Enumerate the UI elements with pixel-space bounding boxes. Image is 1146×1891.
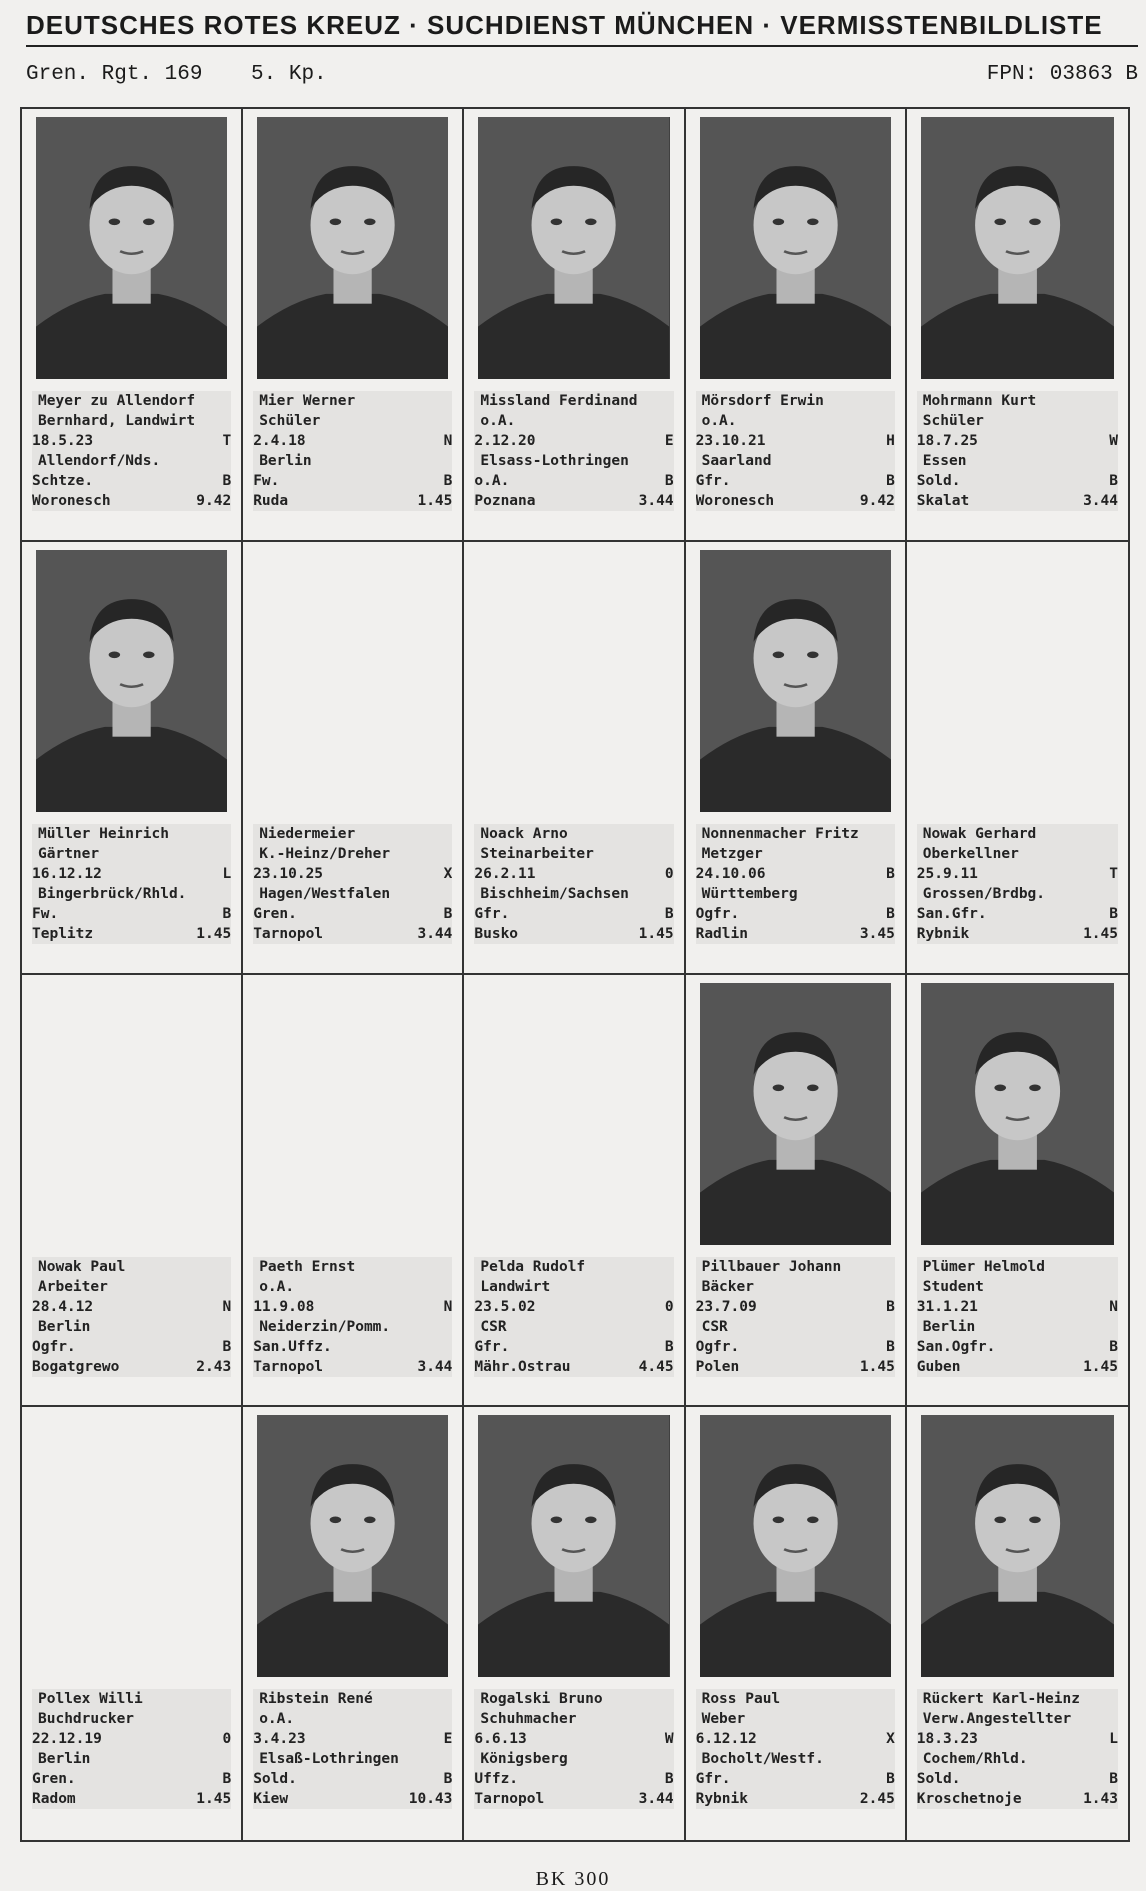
last-place: Kroschetnoje xyxy=(916,1791,1022,1808)
last-date: 1.45 xyxy=(638,925,674,942)
birth-date: 25.9.11 xyxy=(916,865,978,882)
photo-frame xyxy=(700,117,891,379)
rank-code: B xyxy=(886,905,895,922)
last-place: Busko xyxy=(474,925,519,942)
photo-frame xyxy=(700,983,891,1245)
person-info xyxy=(253,391,452,511)
rank-code: B xyxy=(664,1771,674,1788)
last-date: 2.45 xyxy=(859,1791,895,1808)
person-name: Ross Paul xyxy=(701,1691,781,1708)
last-date: 1.43 xyxy=(1083,1791,1118,1808)
person-name: Mier Werner xyxy=(259,393,356,409)
birth-code: T xyxy=(1109,865,1118,882)
rank-code: B xyxy=(1109,1338,1118,1355)
person-name: Nowak Paul xyxy=(38,1258,126,1275)
birth-date: 31.1.21 xyxy=(916,1298,978,1315)
rank-code: B xyxy=(443,473,453,489)
portrait-photo xyxy=(36,117,227,379)
origin: Allendorf/Nds. xyxy=(38,453,161,469)
origin: Bocholt/Westf. xyxy=(701,1751,824,1768)
person-card xyxy=(686,1407,907,1840)
photo-frame xyxy=(700,550,891,812)
person-card xyxy=(907,109,1128,542)
person-name: Noack Arno xyxy=(480,825,568,842)
person-name: Missland Ferdinand xyxy=(480,393,638,409)
person-occupation: Steinarbeiter xyxy=(480,845,594,862)
person-card xyxy=(22,542,243,975)
person-occupation: Landwirt xyxy=(480,1278,551,1295)
person-name: Pollex Willi xyxy=(38,1691,143,1708)
person-info xyxy=(696,1257,895,1377)
page-number: BK 300 xyxy=(535,1868,611,1890)
person-name: Rückert Karl-Heinz xyxy=(922,1691,1080,1708)
last-place: Ruda xyxy=(253,493,289,509)
last-place: Woronesch xyxy=(32,493,111,509)
person-card xyxy=(907,975,1128,1408)
person-info xyxy=(32,391,231,511)
person-info xyxy=(917,1689,1118,1809)
rank-code: B xyxy=(443,905,453,922)
person-occupation: Gärtner xyxy=(38,845,100,862)
birth-code: N xyxy=(443,433,453,449)
last-place: Mähr.Ostrau xyxy=(474,1358,571,1375)
last-place: Poznana xyxy=(474,493,536,509)
person-occupation: Buchdrucker xyxy=(38,1711,135,1728)
last-place: Tarnopol xyxy=(253,925,324,942)
person-info xyxy=(474,1689,673,1809)
birth-date: 2.12.20 xyxy=(474,433,536,449)
last-place: Radom xyxy=(32,1791,76,1808)
birth-code: L xyxy=(1109,1731,1118,1748)
rank: Gren. xyxy=(253,905,297,922)
company-label: 5. Kp. xyxy=(251,63,327,86)
portrait-photo xyxy=(700,1415,891,1677)
person-name: Pelda Rudolf xyxy=(480,1258,586,1275)
person-card xyxy=(243,975,464,1408)
last-date: 3.44 xyxy=(638,493,674,509)
person-card xyxy=(243,109,464,542)
person-card xyxy=(243,542,464,975)
birth-date: 6.6.13 xyxy=(474,1731,527,1748)
rank: Fw. xyxy=(32,905,59,922)
portrait-photo xyxy=(921,983,1114,1245)
person-name: Paeth Ernst xyxy=(259,1258,356,1275)
birth-date: 18.5.23 xyxy=(32,433,94,449)
origin: Bischheim/Sachsen xyxy=(480,885,629,902)
person-card xyxy=(22,109,243,542)
origin: CSR xyxy=(480,1318,507,1335)
birth-code: H xyxy=(886,433,895,449)
last-place: Kiew xyxy=(253,1791,289,1808)
last-place: Guben xyxy=(916,1358,961,1375)
person-occupation: Bäcker xyxy=(701,1278,754,1295)
photo-frame xyxy=(700,1415,891,1677)
birth-code: 0 xyxy=(222,1731,232,1748)
birth-code: B xyxy=(886,865,895,882)
origin: Saarland xyxy=(701,453,772,469)
birth-date: 22.12.19 xyxy=(32,1731,102,1748)
person-info xyxy=(474,391,673,511)
birth-date: 16.12.12 xyxy=(32,865,102,882)
rank-code: B xyxy=(886,1338,895,1355)
last-place: Bogatgrewo xyxy=(32,1358,120,1375)
rank-code: B xyxy=(222,905,232,922)
portrait-photo xyxy=(700,983,891,1245)
rank: San.Uffz. xyxy=(253,1338,332,1355)
photo-frame xyxy=(36,117,227,379)
person-info xyxy=(474,824,673,944)
portrait-photo xyxy=(700,117,891,379)
rank: Gfr. xyxy=(695,1771,731,1788)
person-info xyxy=(696,391,895,511)
person-name: Mohrmann Kurt xyxy=(922,393,1037,409)
last-date: 1.45 xyxy=(1083,925,1118,942)
birth-code: L xyxy=(222,865,232,882)
origin: Berlin xyxy=(259,453,312,469)
birth-code: 0 xyxy=(664,865,674,882)
last-place: Skalat xyxy=(916,493,970,509)
rank-code: B xyxy=(664,473,674,489)
birth-code: X xyxy=(886,1731,895,1748)
person-occupation: Schuhmacher xyxy=(480,1711,577,1728)
rank-code: B xyxy=(1109,473,1118,489)
last-date: 3.44 xyxy=(638,1791,674,1808)
person-name: Meyer zu Allendorf xyxy=(38,393,196,409)
birth-date: 18.7.25 xyxy=(916,433,978,449)
rank: Gren. xyxy=(32,1771,76,1788)
unit-line xyxy=(26,63,1138,86)
last-date: 4.45 xyxy=(638,1358,674,1375)
origin: Elsass-Lothringen xyxy=(480,453,629,469)
person-occupation: Metzger xyxy=(701,845,763,862)
birth-date: 18.3.23 xyxy=(916,1731,978,1748)
birth-date: 24.10.06 xyxy=(695,865,766,882)
person-info xyxy=(696,1689,895,1809)
rank: Sold. xyxy=(916,473,961,489)
last-date: 1.45 xyxy=(417,493,453,509)
rank: Schtze. xyxy=(32,473,94,489)
rank-code: B xyxy=(664,905,674,922)
last-date: 9.42 xyxy=(196,493,232,509)
photo-frame xyxy=(921,983,1114,1245)
person-info xyxy=(474,1257,673,1377)
rank-code: B xyxy=(222,1338,232,1355)
last-place: Rybnik xyxy=(916,925,970,942)
rank: o.A. xyxy=(474,473,510,489)
person-info xyxy=(696,824,895,944)
fpn-label: FPN: 03863 B xyxy=(986,63,1138,86)
person-occupation: o.A. xyxy=(701,413,737,429)
rank-code: B xyxy=(664,1338,674,1355)
rank: Ogfr. xyxy=(695,905,740,922)
last-date: 3.45 xyxy=(859,925,895,942)
last-date: 10.43 xyxy=(408,1791,453,1808)
photo-frame xyxy=(36,550,227,812)
origin: Hagen/Westfalen xyxy=(259,885,391,902)
photo-frame xyxy=(257,1415,448,1677)
person-card xyxy=(686,542,907,975)
person-info xyxy=(917,824,1118,944)
person-name: Plümer Helmold xyxy=(922,1258,1046,1275)
person-occupation: Schüler xyxy=(259,413,321,429)
birth-code: W xyxy=(664,1731,674,1748)
last-date: 1.45 xyxy=(196,925,232,942)
origin: Königsberg xyxy=(480,1751,568,1768)
origin: Berlin xyxy=(38,1751,91,1768)
birth-date: 3.4.23 xyxy=(253,1731,306,1748)
rank: Gfr. xyxy=(695,473,731,489)
rank: Ogfr. xyxy=(695,1338,740,1355)
birth-code: E xyxy=(664,433,674,449)
last-date: 3.44 xyxy=(417,1358,453,1375)
origin: Neiderzin/Pomm. xyxy=(259,1318,391,1335)
last-place: Tarnopol xyxy=(474,1791,545,1808)
person-occupation: Arbeiter xyxy=(38,1278,108,1295)
origin: Essen xyxy=(922,453,967,469)
rank: Gfr. xyxy=(474,1338,510,1355)
photo-frame xyxy=(257,117,448,379)
person-occupation: Schüler xyxy=(922,413,984,429)
rank-code: B xyxy=(1109,905,1118,922)
birth-date: 28.4.12 xyxy=(32,1298,94,1315)
origin: Württemberg xyxy=(701,885,798,902)
person-card xyxy=(686,975,907,1408)
rank: San.Gfr. xyxy=(916,905,987,922)
person-info xyxy=(253,1689,452,1809)
portrait-photo xyxy=(921,1415,1114,1677)
last-place: Radlin xyxy=(695,925,748,942)
birth-code: E xyxy=(443,1731,453,1748)
origin: Berlin xyxy=(38,1318,91,1335)
birth-date: 23.10.25 xyxy=(253,865,324,882)
last-date: 2.43 xyxy=(196,1358,232,1375)
birth-code: B xyxy=(886,1298,895,1315)
birth-code: T xyxy=(222,433,232,449)
rank: Fw. xyxy=(253,473,280,489)
person-name: Müller Heinrich xyxy=(38,825,169,842)
birth-code: N xyxy=(1109,1298,1118,1315)
person-card xyxy=(464,1407,685,1840)
portrait-photo xyxy=(257,117,448,379)
person-card xyxy=(22,975,243,1408)
person-occupation: Student xyxy=(922,1278,984,1295)
person-name: Pillbauer Johann xyxy=(701,1258,842,1275)
person-name: Rogalski Bruno xyxy=(480,1691,603,1708)
birth-code: N xyxy=(222,1298,232,1315)
last-date: 3.44 xyxy=(417,925,453,942)
birth-date: 26.2.11 xyxy=(474,865,536,882)
birth-date: 11.9.08 xyxy=(253,1298,315,1315)
birth-date: 23.5.02 xyxy=(474,1298,536,1315)
origin: Elsaß-Lothringen xyxy=(259,1751,399,1768)
last-date: 1.45 xyxy=(196,1791,232,1808)
rank-code: B xyxy=(886,1771,895,1788)
person-name: Ribstein René xyxy=(259,1691,373,1708)
origin: CSR xyxy=(701,1318,728,1335)
rank-code: B xyxy=(222,1771,232,1788)
photo-frame xyxy=(478,1415,669,1677)
origin: Cochem/Rhld. xyxy=(922,1751,1028,1768)
photo-frame xyxy=(478,117,669,379)
person-card xyxy=(907,1407,1128,1840)
rank-code: B xyxy=(1109,1771,1118,1788)
origin: Berlin xyxy=(922,1318,976,1335)
person-info xyxy=(917,1257,1118,1377)
birth-date: 6.12.12 xyxy=(695,1731,757,1748)
rank-code: B xyxy=(886,473,895,489)
rank-code xyxy=(446,1337,452,1357)
last-date: 3.44 xyxy=(1083,493,1118,509)
birth-code: 0 xyxy=(664,1298,674,1315)
portrait-photo xyxy=(921,117,1114,379)
last-date: 1.45 xyxy=(859,1358,895,1375)
person-card xyxy=(464,109,685,542)
person-name: Nowak Gerhard xyxy=(922,825,1037,842)
photo-frame xyxy=(921,1415,1114,1677)
person-grid xyxy=(20,107,1130,1842)
birth-date: 23.7.09 xyxy=(695,1298,757,1315)
portrait-photo xyxy=(257,1415,448,1677)
origin: Grossen/Brdbg. xyxy=(922,885,1046,902)
rank: Uffz. xyxy=(474,1771,519,1788)
last-place: Rybnik xyxy=(695,1791,748,1808)
person-occupation: o.A. xyxy=(259,1711,295,1728)
page-title: DEUTSCHES ROTES KREUZ · SUCHDIENST MÜNCHEN · VERMISSTENBILDLISTE xyxy=(26,10,1138,47)
portrait-photo xyxy=(478,117,669,379)
last-place: Polen xyxy=(695,1358,740,1375)
last-place: Teplitz xyxy=(32,925,94,942)
rank: San.Ogfr. xyxy=(916,1338,996,1355)
portrait-photo xyxy=(478,1415,669,1677)
origin: Bingerbrück/Rhld. xyxy=(38,885,187,902)
portrait-photo xyxy=(36,550,227,812)
birth-date: 2.4.18 xyxy=(253,433,306,449)
portrait-photo xyxy=(700,550,891,812)
person-info xyxy=(32,824,231,944)
person-card xyxy=(464,542,685,975)
person-info xyxy=(32,1257,231,1377)
person-card xyxy=(243,1407,464,1840)
person-info xyxy=(253,1257,452,1377)
person-info xyxy=(253,824,452,944)
person-card xyxy=(22,1407,243,1840)
photo-frame xyxy=(921,117,1114,379)
last-date: 1.45 xyxy=(1083,1358,1118,1375)
person-card xyxy=(686,109,907,542)
rank: Sold. xyxy=(916,1771,961,1788)
person-card xyxy=(907,542,1128,975)
rank: Gfr. xyxy=(474,905,510,922)
rank: Ogfr. xyxy=(32,1338,76,1355)
person-occupation: Weber xyxy=(701,1711,746,1728)
last-date: 9.42 xyxy=(859,493,895,509)
person-info xyxy=(32,1689,231,1809)
person-name: Mörsdorf Erwin xyxy=(701,393,824,409)
person-name: Nonnenmacher Fritz xyxy=(701,825,859,842)
person-occupation: Verw.Angestellter xyxy=(922,1711,1072,1728)
person-card xyxy=(464,975,685,1408)
birth-code: N xyxy=(443,1298,453,1315)
birth-code: W xyxy=(1109,433,1118,449)
birth-date: 23.10.21 xyxy=(695,433,766,449)
rank-code: B xyxy=(222,473,232,489)
birth-code: X xyxy=(443,865,453,882)
person-occupation: o.A. xyxy=(480,413,516,429)
person-name: Niedermeier xyxy=(259,825,356,842)
last-place: Woronesch xyxy=(695,493,775,509)
rank: Sold. xyxy=(253,1771,297,1788)
person-occupation: Bernhard, Landwirt xyxy=(38,413,196,429)
last-place: Tarnopol xyxy=(253,1358,324,1375)
person-occupation: o.A. xyxy=(259,1278,295,1295)
rank-code: B xyxy=(443,1771,453,1788)
regiment-label: Gren. Rgt. 169 xyxy=(26,63,203,86)
person-info xyxy=(917,391,1118,511)
person-occupation: Oberkellner xyxy=(922,845,1019,862)
person-occupation: K.-Heinz/Dreher xyxy=(259,845,391,862)
